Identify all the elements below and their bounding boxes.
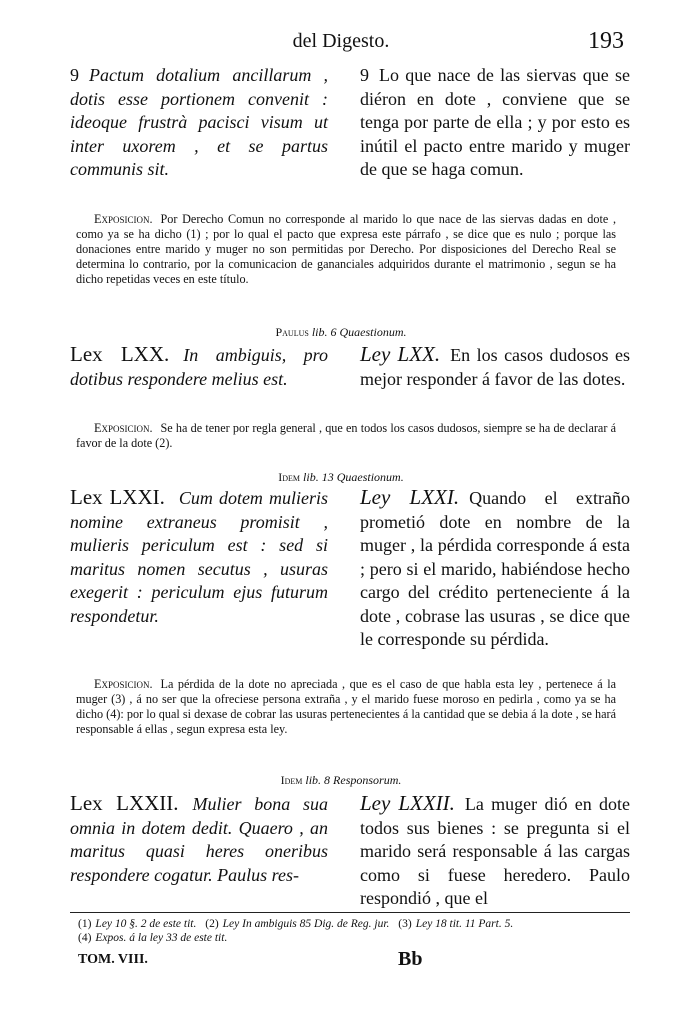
source-work: Responsorum. <box>333 773 402 787</box>
law-heading-spanish: Ley LXXII. <box>360 791 455 815</box>
law-70-section <box>70 343 630 391</box>
exposition-3 <box>76 677 616 737</box>
latin-text: Pactum dotalium ancillarum , dotis esse portionem convenit : ideoque frustrà pacisci visum ut inter uxorem , et se partus communis sit. <box>70 65 328 179</box>
spanish-column <box>360 343 630 391</box>
exposition-text: La pérdida de la dote no apreciada , que es el caso de que habla esta ley , pertenece á la muger (3) , á no ser que la ofreciese persona extraña , y el marido fuese moroso en pedirla , como ya se ha dicho (4): por lo qual si dexase de cobrar las usuras pertenecientes á la cantidad que se debia á la dote , se hará responsable á ellas , segun expresa esta ley. <box>76 677 616 736</box>
footnote-line <box>78 917 618 931</box>
source-line-72 <box>0 773 682 788</box>
paragraph-number: 9 <box>70 65 79 85</box>
footnote-text: Expos. á la ley 33 de este tit. <box>95 932 228 944</box>
law-72-section <box>70 792 630 911</box>
source-line-71 <box>0 470 682 485</box>
latin-column <box>70 343 328 391</box>
footnote-text: Ley In ambiguis 85 Dig. de Reg. jur. <box>222 918 390 930</box>
paragraph-number: 9 <box>360 65 369 85</box>
source-book: lib. 8 <box>305 773 331 787</box>
exposition-text: Se ha de tener por regla general , que en todos los casos dudosos, siempre se ha de declarar á favor de la dote (2). <box>76 421 616 450</box>
signature-mark: Bb <box>398 948 423 970</box>
footnote-rule <box>70 912 630 913</box>
law-heading-spanish: Ley LXX. <box>360 342 441 366</box>
source-book: lib. 13 <box>303 470 334 484</box>
spanish-column <box>360 792 630 911</box>
latin-column <box>70 64 328 182</box>
exposition-label: Exposicion. <box>94 421 153 435</box>
footnote-number: (2) <box>205 918 219 930</box>
source-work: Quaestionum. <box>336 470 404 484</box>
spanish-column <box>360 486 630 652</box>
exposition-text: Por Derecho Comun no corresponde al marido lo que nace de las siervas dadas en dote , como ya se ha dicho (1) ; por lo qual el pacto que expresa este párrafo , se dice que es nulo ; porque las donaciones entre marido y muger no son permitidas por Derecho. Por disposiciones del Derecho Real se determina lo contrario, por la comunicacion de gananciales adquiridos durante el matrimonio , segun se ha dicho repetidas veces en este título. <box>76 212 616 286</box>
spanish-text: En los casos dudosos es mejor responder á favor de las dotes. <box>360 345 630 389</box>
page-number: 193 <box>588 28 624 54</box>
exposition-label: Exposicion. <box>94 212 153 226</box>
source-author: Idem <box>280 773 303 787</box>
source-author: Idem <box>278 470 301 484</box>
latin-text: Cum dotem mulieris nomine extraneus promisit , mulieris periculum est : sed si maritus nomen secutus , usuras exegerit : periculum ejus futurum respondetur. <box>70 488 328 626</box>
source-line-70 <box>0 325 682 340</box>
footnote-text: Ley 10 §. 2 de este tit. <box>95 918 197 930</box>
spanish-text: Quando el extraño prometió dote en nombre de la muger , la pérdida corresponde á esta ; pero si el marido, habiéndose hecho cargo del crédito perteneciente á la dote , cobrase las usuras , se dice que le corresponde su pérdida. <box>360 488 631 649</box>
source-work: Quaestionum. <box>339 325 407 339</box>
exposition-1 <box>76 212 616 287</box>
law-heading-latin: Lex LXXII. <box>70 791 179 815</box>
latin-column <box>70 486 328 652</box>
law-heading-spanish: Ley LXXI. <box>360 485 460 509</box>
footnote-number: (4) <box>78 932 92 944</box>
footnotes <box>78 917 618 945</box>
running-header-title: del Digesto. <box>292 30 390 52</box>
spanish-column <box>360 64 630 182</box>
footnote-line <box>78 931 618 945</box>
law-heading-latin: Lex LXX. <box>70 342 170 366</box>
source-author: Paulus <box>275 325 309 339</box>
latin-column <box>70 792 328 911</box>
exposition-2 <box>76 421 616 451</box>
footnote-number: (1) <box>78 918 92 930</box>
spanish-text: Lo que nace de las siervas que se diéron en dote , conviene que se tenga por parte de ella ; y por esto es inútil el pacto entre marido y muger de que se haga comun. <box>360 65 630 179</box>
volume-signature: TOM. VIII. <box>78 952 148 967</box>
latin-text: In ambiguis, pro dotibus respondere melius est. <box>70 345 328 389</box>
exposition-label: Exposicion. <box>94 677 153 691</box>
footnote-number: (3) <box>398 918 412 930</box>
latin-text: Mulier bona sua omnia in dotem dedit. Quaero , an maritus quasi heres oneribus respondere cogatur. Paulus res- <box>70 794 328 885</box>
law-69-section <box>70 64 630 182</box>
law-71-section <box>70 486 630 652</box>
spanish-text: La muger dió en dote todos sus bienes : se pregunta si el marido será responsable á las cargas como si fuese heredero. Paulo respondió , que el <box>360 794 630 908</box>
footnote-text: Ley 18 tit. 11 Part. 5. <box>415 918 514 930</box>
source-book: lib. 6 <box>311 325 337 339</box>
law-heading-latin: Lex LXXI. <box>70 485 165 509</box>
